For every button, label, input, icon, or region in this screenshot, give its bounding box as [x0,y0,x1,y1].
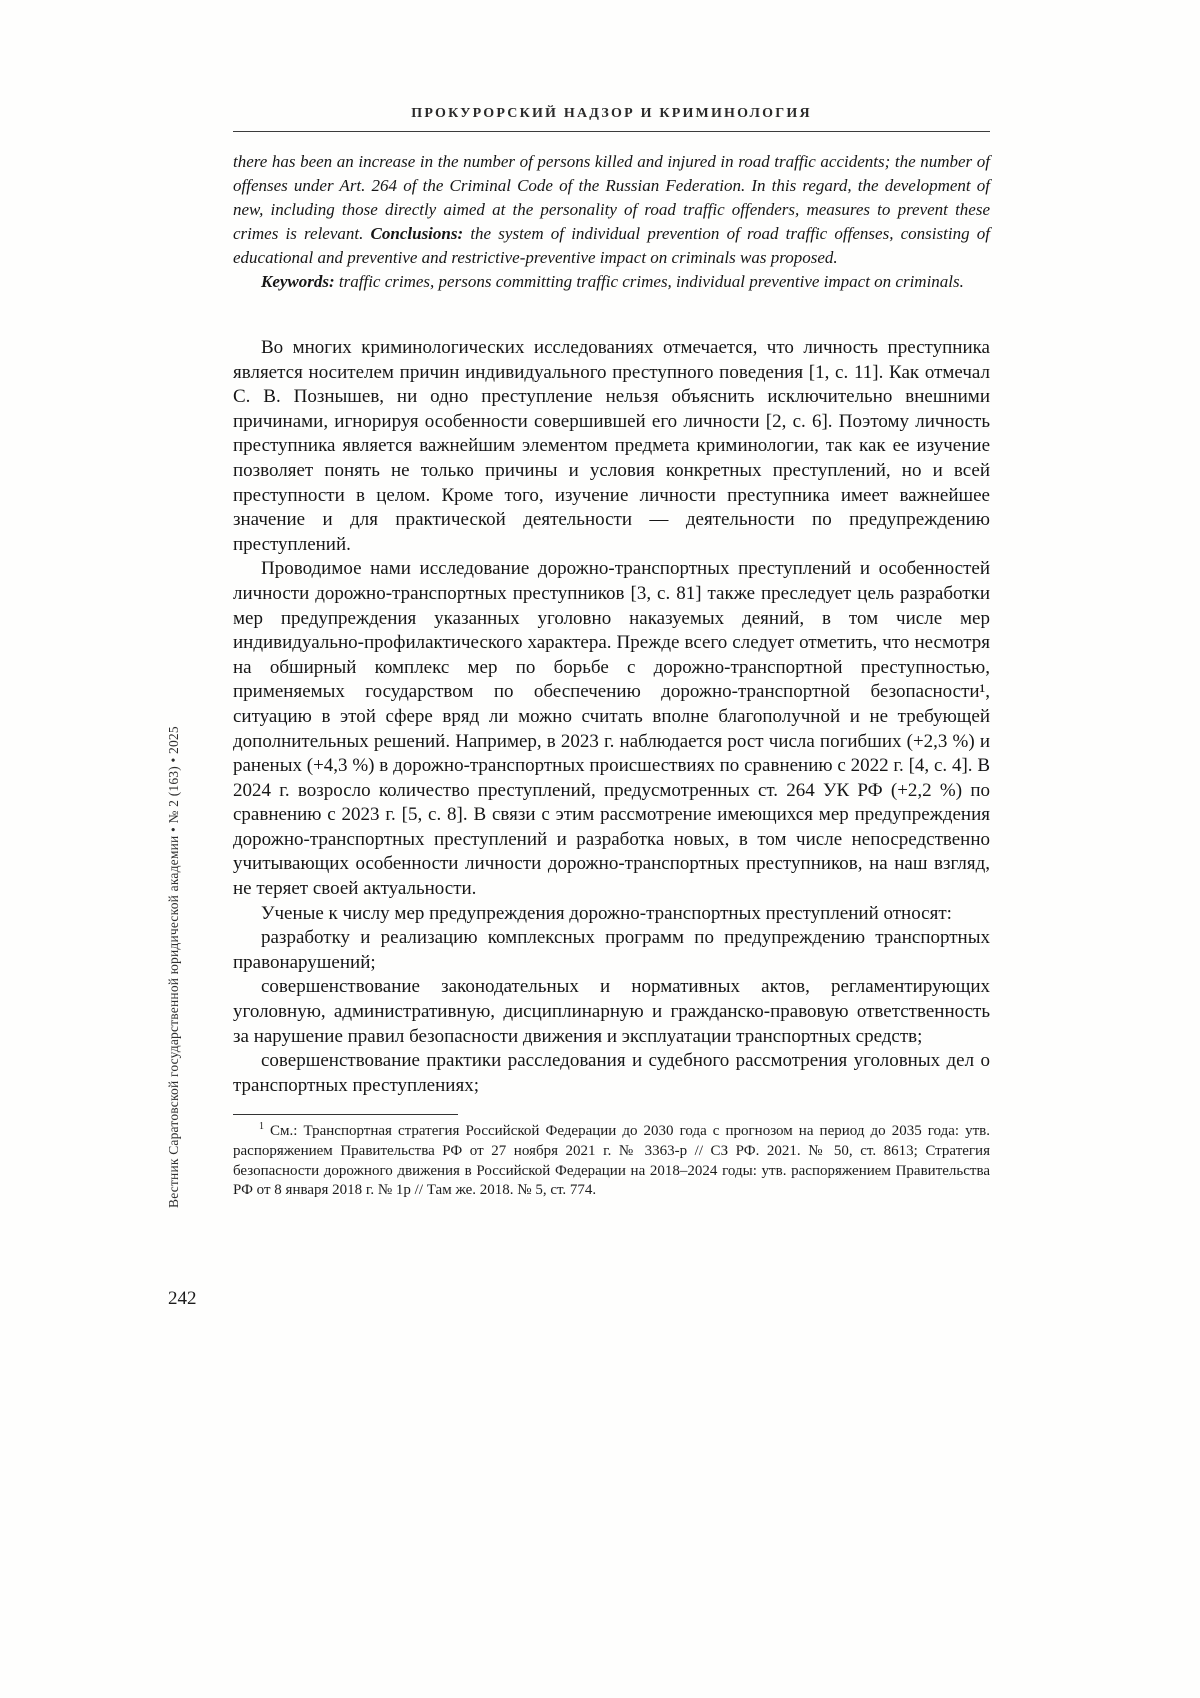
keywords-text: traffic crimes, persons committing traffic crimes, individual preventive impact on criminals. [334,272,964,291]
body-paragraph: Во многих криминологических исследованиях отмечается, что личность преступника является носителем причин индивидуального преступного поведения [1, с. 11]. Как отмечал С. В. Познышев, ни одно преступление нельзя объяснить исключительно внешними причинами, игнорируя особенности совершившей его личности [2, с. 6]. Поэтому личность преступника является важнейшим элементом предмета криминологии, так как ее изучение позволяет понять не только причины и условия конкретных преступлений, но и всей преступности в целом. Кроме того, изучение личности преступника имеет важнейшее значение и для практической деятельности — деятельности по предупреждению преступлений. [233,337,990,555]
keywords-paragraph [233,270,990,294]
article-body [233,336,990,1098]
footnote-text: См.: Транспортная стратегия Российской Федерации до 2030 года с прогнозом на период до 2035 года: утв. распоряжением Правительства РФ от 27 ноября 2021 г. № 3363-р // СЗ РФ. 2021. № 50, ст. 8613; Стратегия безопасности дорожного движения в Российской Федерации на 2018–2024 годы: утв. распоряжением Правительства РФ от 8 января 2018 г. № 1р // Там же. 2018. № 5, ст. 774. [233,1123,990,1199]
body-paragraph: совершенствование практики расследования и судебного рассмотрения уголовных дел о транспортных преступлениях; [233,1050,990,1096]
keywords-label: Keywords: [261,272,335,291]
body-paragraph: разработку и реализацию комплексных программ по предупреждению транспортных правонарушений; [233,927,990,973]
abstract-lead-text: there has been an increase in the number of persons killed and injured in road traffic accidents; the number of offenses under Art. 264 of the Criminal Code of the Russian Federation. In this regard, the development of new, including those directly aimed at the personality of road traffic offenders, measures to prevent these crimes is relevant. [233,152,990,243]
abstract-paragraph [233,150,990,270]
body-paragraph: совершенствование законодательных и нормативных актов, регламентирующих уголовную, административную, дисциплинарную и гражданско-правовую ответственность за нарушение правил безопасности движения и эксплуатации транспортных средств; [233,976,990,1047]
conclusions-text: the system of individual prevention of road traffic offenses, consisting of educational and preventive and restrictive-preventive impact on criminals was proposed. [233,224,990,267]
body-paragraph: Ученые к числу мер предупреждения дорожно-транспортных преступлений относят: [261,902,952,924]
conclusions-label: Conclusions: [370,224,464,243]
running-head: ПРОКУРОРСКИЙ НАДЗОР И КРИМИНОЛОГИЯ [233,106,990,132]
sidebar-caption: Вестник Саратовской государственной юридической академии • № 2 (163) • 2025 [166,726,181,1208]
footnote-marker: 1 [259,1121,264,1133]
page-number: 242 [168,1288,197,1309]
text-column [233,106,990,1201]
footnote [233,1122,990,1200]
footnote-divider [233,1114,458,1115]
body-paragraph: Проводимое нами исследование дорожно-транспортных преступлений и особенностей личности дорожно-транспортных преступников [3, с. 81] также преследует цель разработки мер предупреждения указанных уголовно наказуемых деяний, в том числе мер индивидуально-профилактического характера. Прежде всего следует отметить, что несмотря на обширный комплекс мер по борьбе с дорожно-транспортной преступностью, применяемых государством по обеспечению дорожно-транспортной безопасности¹, ситуацию в этой сфере вряд ли можно считать вполне благополучной и не требующей дополнительных решений. Например, в 2023 г. наблюдается рост числа погибших (+2,3 %) и раненых (+4,3 %) в дорожно-транспортных происшествиях по сравнению с 2022 г. [4, с. 4]. В 2024 г. возросло количество преступлений, предусмотренных ст. 264 УК РФ (+2,2 %) по сравнению с 2023 г. [5, с. 8]. В связи с этим рассмотрение имеющихся мер предупреждения дорожно-транспортных преступлений и разработка новых, в том числе непосредственно учитывающих особенности личности дорожно-транспортных преступников, на наш взгляд, не теряет своей актуальности. [233,558,990,900]
abstract-block [233,150,990,294]
